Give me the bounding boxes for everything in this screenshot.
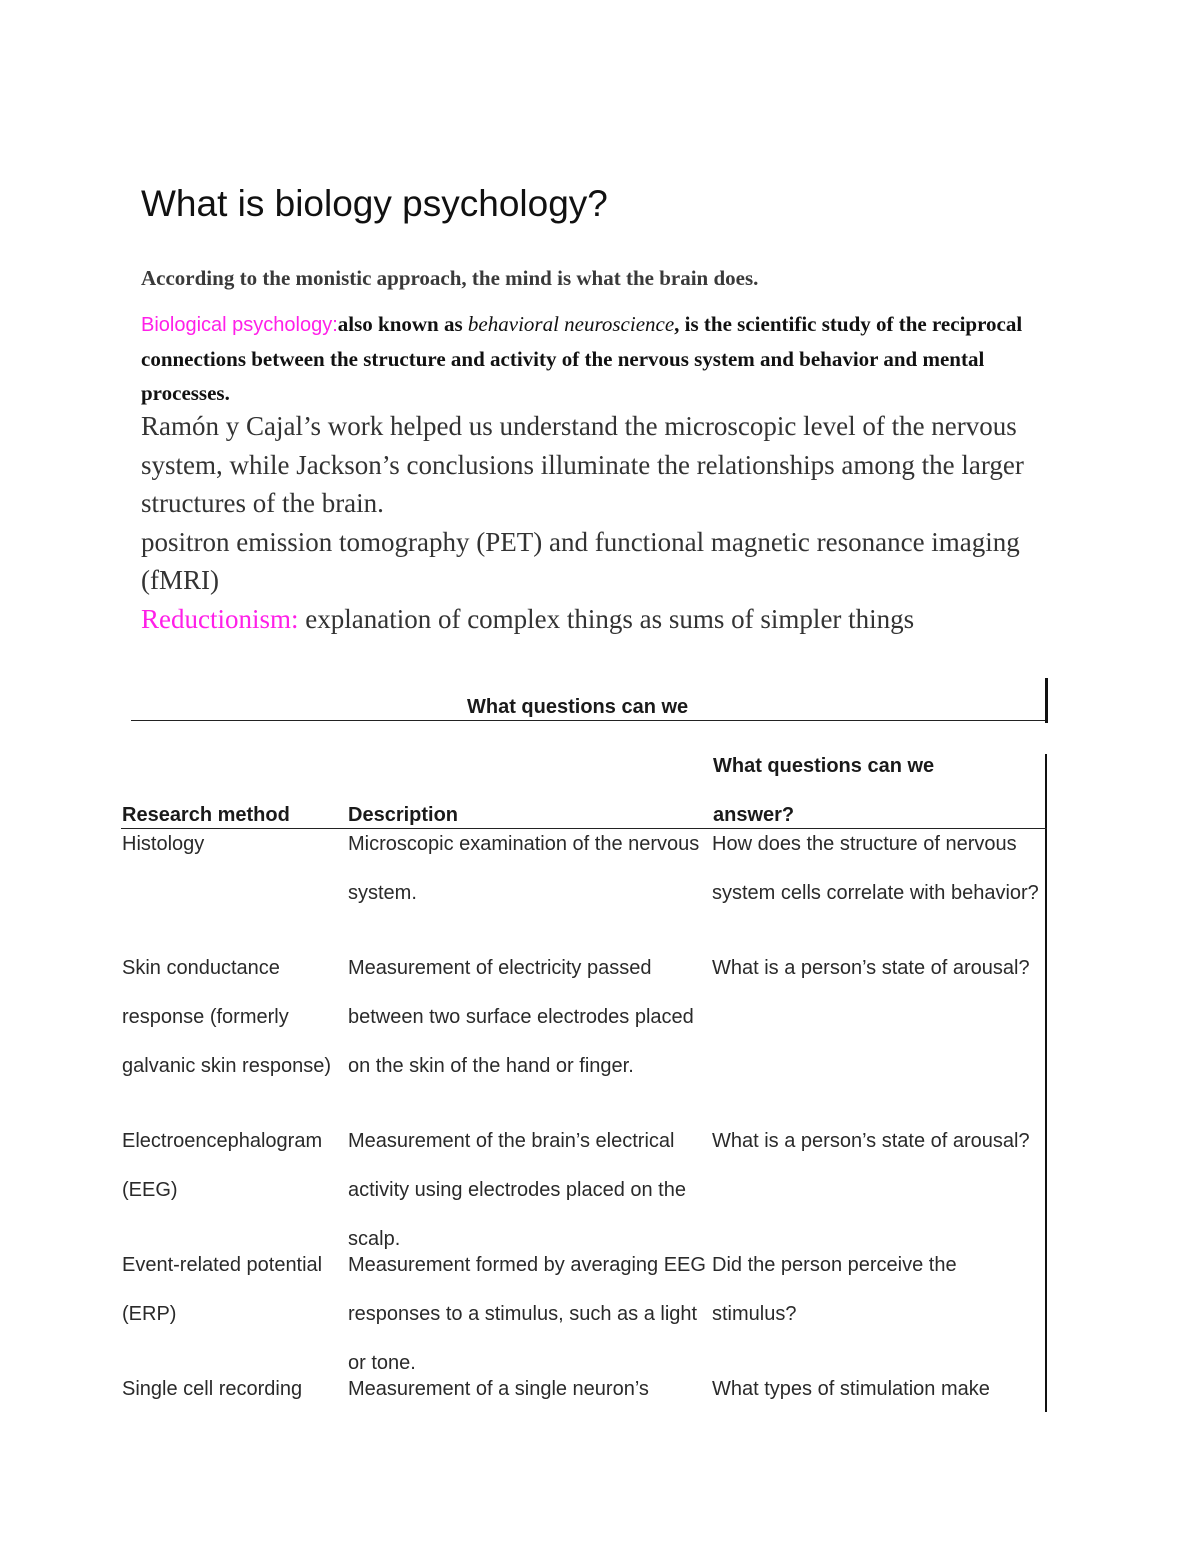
table-cell-method: Electroencephalogram (EEG) (122, 1130, 323, 1201)
column-header-research-method: Research method (122, 804, 290, 826)
table-header-rule-top (131, 720, 1048, 721)
table-cell-description: Measurement of the brain’s electrical activity using electrodes placed on the scalp. (348, 1130, 686, 1250)
notes-block (141, 407, 1041, 638)
page-title: What is biology psychology? (141, 183, 608, 224)
column-header-questions-line1: What questions can we (713, 755, 935, 777)
column-header-description: Description (348, 804, 459, 826)
table-cell-description: Microscopic examination of the nervous system. (348, 833, 700, 904)
reductionism-text: explanation of complex things as sums of simpler things (298, 603, 915, 634)
table-right-border-top (1045, 678, 1048, 723)
table-cell-description: Measurement formed by averaging EEG responses to a stimulus, such as a light or tone. (348, 1254, 706, 1374)
table-cell-description: Measurement of a single neuron’s (348, 1378, 649, 1400)
table-right-border (1045, 754, 1047, 1412)
term-biological-psychology: Biological psychology: (141, 314, 338, 336)
table-cell-description: Measurement of electricity passed between two surface electrodes placed on the skin of the hand or finger. (348, 957, 694, 1077)
table-cell-question: What types of stimulation make (712, 1378, 990, 1400)
table-cell-question: Did the person perceive the stimulus? (712, 1254, 957, 1325)
column-header-answer: answer? (713, 804, 795, 826)
imaging-note: positron emission tomography (PET) and functional magnetic resonance imaging (fMRI) (141, 526, 1020, 595)
table-cell-question: What is a person’s state of arousal? (712, 957, 1030, 979)
definition-italic: behavioral neuroscience (467, 312, 675, 336)
reductionism-note (141, 600, 1041, 639)
biological-psychology-definition (141, 307, 1046, 410)
definition-part-a: also known as (337, 312, 468, 336)
table-cell-question: How does the structure of nervous system cells correlate with behavior? (712, 833, 1039, 904)
term-reductionism: Reductionism: (141, 603, 299, 634)
table-cell-method: Event-related potential (ERP) (122, 1254, 323, 1325)
cajal-jackson-note: Ramón y Cajal’s work helped us understand the microscopic level of the nervous system, while Jackson’s conclusions illuminate the relationships among the larger structures of the brain. (141, 411, 1024, 518)
definition-part-b: , is the scientific study of the reciprocal connections between the structure and activity of the nervous system and behavior and mental processes. (141, 312, 1023, 405)
table-caption: What questions can we (467, 696, 689, 718)
table-cell-method: Single cell recording (122, 1378, 303, 1400)
table-cell-question: What is a person’s state of arousal? (712, 1130, 1030, 1152)
table-cell-method: Skin conductance response (formerly galvanic skin response) (122, 957, 331, 1077)
table-cell-method: Histology (122, 833, 205, 855)
monistic-statement: According to the monistic approach, the mind is what the brain does. (141, 266, 759, 290)
